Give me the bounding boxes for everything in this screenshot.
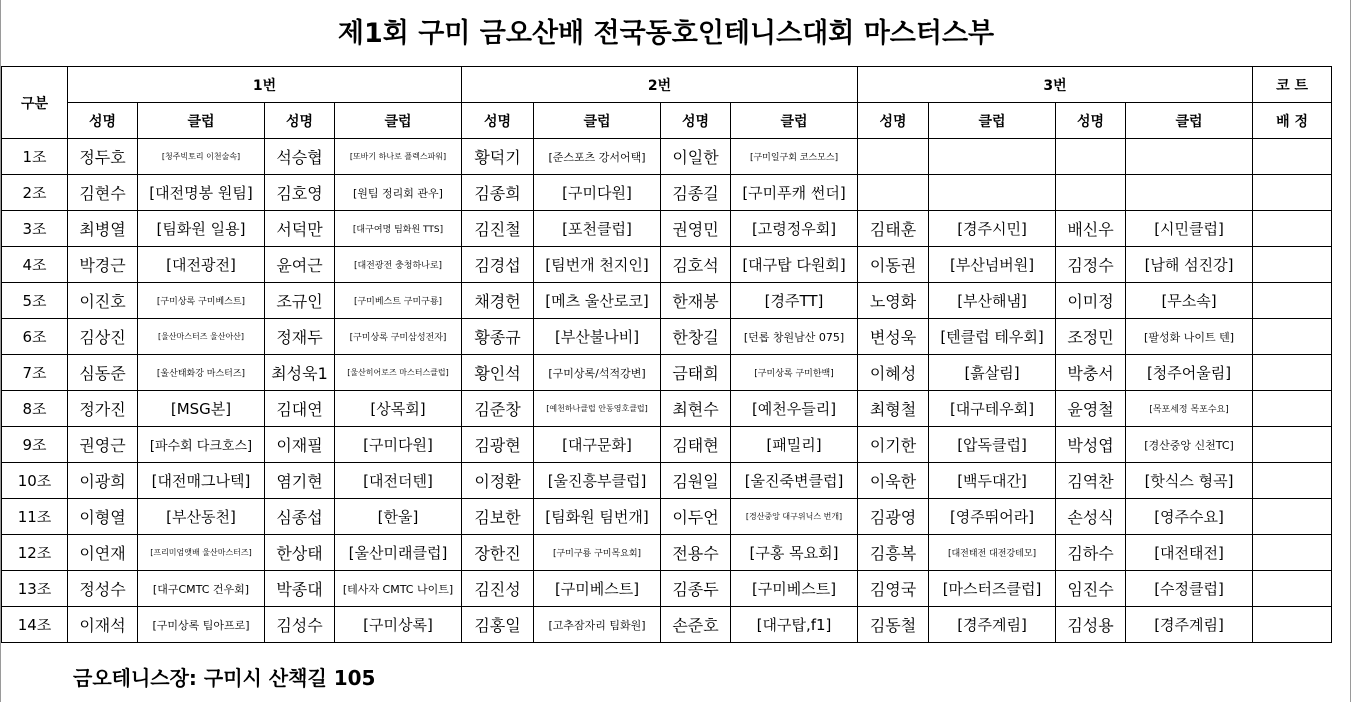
- table-row: [2, 607, 1332, 643]
- court-3-header: 3번: [858, 67, 1253, 103]
- table-row: [2, 319, 1332, 355]
- club-cell[interactable]: [구미베스트 구미구룡]: [335, 283, 462, 319]
- player-name-cell[interactable]: 이욱한: [858, 463, 929, 499]
- player-name-cell[interactable]: 박성엽: [1056, 427, 1126, 463]
- group-cell[interactable]: 11조: [2, 499, 68, 535]
- group-cell[interactable]: 5조: [2, 283, 68, 319]
- club-cell[interactable]: [또바기 하나로 플렉스파워]: [335, 139, 462, 175]
- player-name-cell[interactable]: 이일한: [661, 139, 731, 175]
- player-name-cell[interactable]: 전용수: [661, 535, 731, 571]
- club-cell[interactable]: [고추잠자리 팀화원]: [534, 607, 661, 643]
- player-name-cell[interactable]: 한창길: [661, 319, 731, 355]
- player-name-cell[interactable]: [858, 175, 929, 211]
- player-name-cell[interactable]: 김동철: [858, 607, 929, 643]
- court-assign-cell[interactable]: [1253, 319, 1332, 355]
- club-cell[interactable]: [테사자 CMTC 나이트]: [335, 571, 462, 607]
- player-name-cell[interactable]: 최형철: [858, 391, 929, 427]
- club-cell[interactable]: [흙살림]: [929, 355, 1056, 391]
- name-header: 성명: [1056, 103, 1126, 139]
- club-cell[interactable]: [경주시민]: [929, 211, 1056, 247]
- player-name-cell[interactable]: 김역찬: [1056, 463, 1126, 499]
- player-name-cell[interactable]: 김종두: [661, 571, 731, 607]
- table-row: [2, 247, 1332, 283]
- player-name-cell[interactable]: 최병열: [68, 211, 138, 247]
- club-cell[interactable]: [무소속]: [1126, 283, 1253, 319]
- club-cell[interactable]: [상목회]: [335, 391, 462, 427]
- player-name-cell[interactable]: 이광희: [68, 463, 138, 499]
- table-row: [2, 535, 1332, 571]
- player-name-cell[interactable]: 박종대: [265, 571, 335, 607]
- group-cell[interactable]: 3조: [2, 211, 68, 247]
- player-name-cell[interactable]: 김태훈: [858, 211, 929, 247]
- club-cell[interactable]: [1126, 175, 1253, 211]
- club-header: 클럽: [335, 103, 462, 139]
- player-name-cell[interactable]: 금태희: [661, 355, 731, 391]
- club-cell[interactable]: [MSG본]: [138, 391, 265, 427]
- player-name-cell[interactable]: 석승협: [265, 139, 335, 175]
- header-row-fields: [2, 103, 1332, 139]
- club-cell[interactable]: [핫식스 형곡]: [1126, 463, 1253, 499]
- club-cell[interactable]: [시민클럽]: [1126, 211, 1253, 247]
- player-name-cell[interactable]: 김원일: [661, 463, 731, 499]
- club-cell[interactable]: [경주계림]: [1126, 607, 1253, 643]
- player-name-cell[interactable]: 김흥복: [858, 535, 929, 571]
- venue-info: 금오테니스장: 구미시 산책길 105: [73, 666, 376, 690]
- table-row: [2, 463, 1332, 499]
- player-name-cell[interactable]: 김광현: [462, 427, 534, 463]
- court-assign-cell[interactable]: [1253, 607, 1332, 643]
- player-name-cell[interactable]: 이연재: [68, 535, 138, 571]
- club-cell[interactable]: [구미일구회 코스모스]: [731, 139, 858, 175]
- player-name-cell[interactable]: 노영화: [858, 283, 929, 319]
- player-name-cell[interactable]: 김상진: [68, 319, 138, 355]
- player-name-cell[interactable]: 염기현: [265, 463, 335, 499]
- club-cell[interactable]: [팀화원 팀번개]: [534, 499, 661, 535]
- club-cell[interactable]: [팀번개 천지인]: [534, 247, 661, 283]
- club-cell[interactable]: [경주TT]: [731, 283, 858, 319]
- player-name-cell[interactable]: 조규인: [265, 283, 335, 319]
- player-name-cell[interactable]: 한재봉: [661, 283, 731, 319]
- club-cell[interactable]: [남해 섬진강]: [1126, 247, 1253, 283]
- player-name-cell[interactable]: 윤영철: [1056, 391, 1126, 427]
- club-cell[interactable]: [구미상록 구미한백]: [731, 355, 858, 391]
- club-header: 클럽: [534, 103, 661, 139]
- club-cell[interactable]: [929, 175, 1056, 211]
- player-name-cell[interactable]: 한상태: [265, 535, 335, 571]
- player-name-cell[interactable]: 김하수: [1056, 535, 1126, 571]
- player-name-cell[interactable]: 김호석: [661, 247, 731, 283]
- player-name-cell[interactable]: 심동준: [68, 355, 138, 391]
- player-name-cell[interactable]: 김태현: [661, 427, 731, 463]
- group-cell[interactable]: 14조: [2, 607, 68, 643]
- player-name-cell[interactable]: 최성욱1: [265, 355, 335, 391]
- club-cell[interactable]: [대전태전]: [1126, 535, 1253, 571]
- club-cell[interactable]: [대구여명 팀화원 TTS]: [335, 211, 462, 247]
- bracket-table: [1, 66, 1332, 643]
- club-cell[interactable]: [수정클럽]: [1126, 571, 1253, 607]
- club-cell[interactable]: [청주빅토리 이천술속]: [138, 139, 265, 175]
- player-name-cell[interactable]: 이재필: [265, 427, 335, 463]
- club-cell[interactable]: [예천하나클럽 안동영호클럽]: [534, 391, 661, 427]
- player-name-cell[interactable]: 이기한: [858, 427, 929, 463]
- court-assign-cell[interactable]: [1253, 211, 1332, 247]
- club-cell[interactable]: [준스포츠 강서어택]: [534, 139, 661, 175]
- player-name-cell[interactable]: 김광영: [858, 499, 929, 535]
- name-header: 성명: [462, 103, 534, 139]
- club-cell[interactable]: [한울]: [335, 499, 462, 535]
- club-cell[interactable]: [울산마스터즈 울산아산]: [138, 319, 265, 355]
- club-cell[interactable]: [울산히어로즈 마스터스클럽]: [335, 355, 462, 391]
- player-name-cell[interactable]: 김준창: [462, 391, 534, 427]
- club-cell[interactable]: [구미다원]: [335, 427, 462, 463]
- player-name-cell[interactable]: 이미정: [1056, 283, 1126, 319]
- club-cell[interactable]: [구미다원]: [534, 175, 661, 211]
- court-assign-cell[interactable]: [1253, 139, 1332, 175]
- player-name-cell[interactable]: [1056, 175, 1126, 211]
- player-name-cell[interactable]: 김경섭: [462, 247, 534, 283]
- header-row-courts: [2, 67, 1332, 103]
- table-row: [2, 427, 1332, 463]
- player-name-cell[interactable]: 김현수: [68, 175, 138, 211]
- player-name-cell[interactable]: 채경헌: [462, 283, 534, 319]
- player-name-cell[interactable]: 황종규: [462, 319, 534, 355]
- club-cell[interactable]: [구홍 목요회]: [731, 535, 858, 571]
- court-assign-cell[interactable]: [1253, 247, 1332, 283]
- player-name-cell[interactable]: 박경근: [68, 247, 138, 283]
- club-cell[interactable]: [대전더텐]: [335, 463, 462, 499]
- player-name-cell[interactable]: 김성수: [265, 607, 335, 643]
- club-cell[interactable]: [대전광전 충청하나로]: [335, 247, 462, 283]
- player-name-cell[interactable]: 손준호: [661, 607, 731, 643]
- club-header: 클럽: [731, 103, 858, 139]
- group-cell[interactable]: 2조: [2, 175, 68, 211]
- table-row: [2, 355, 1332, 391]
- court-assign-header-bottom: 배 정: [1253, 103, 1332, 139]
- player-name-cell[interactable]: 김대연: [265, 391, 335, 427]
- club-cell[interactable]: [구미베스트]: [731, 571, 858, 607]
- player-name-cell[interactable]: [858, 139, 929, 175]
- club-cell[interactable]: [대구CMTC 건우회]: [138, 571, 265, 607]
- player-name-cell[interactable]: 이두언: [661, 499, 731, 535]
- club-cell[interactable]: [울진흥부클럽]: [534, 463, 661, 499]
- name-header: 성명: [858, 103, 929, 139]
- player-name-cell[interactable]: 권영민: [661, 211, 731, 247]
- club-cell[interactable]: [원팀 정리회 관우]: [335, 175, 462, 211]
- club-cell[interactable]: [고령정우회]: [731, 211, 858, 247]
- player-name-cell[interactable]: 윤여근: [265, 247, 335, 283]
- club-cell[interactable]: [던롭 창원남산 075]: [731, 319, 858, 355]
- court-assign-cell[interactable]: [1253, 355, 1332, 391]
- player-name-cell[interactable]: 권영근: [68, 427, 138, 463]
- club-cell[interactable]: [팀화원 일용]: [138, 211, 265, 247]
- player-name-cell[interactable]: 이동권: [858, 247, 929, 283]
- club-cell[interactable]: [대구탑 다원회]: [731, 247, 858, 283]
- player-name-cell[interactable]: 변성욱: [858, 319, 929, 355]
- court-assign-cell[interactable]: [1253, 499, 1332, 535]
- player-name-cell[interactable]: 이정환: [462, 463, 534, 499]
- club-cell[interactable]: [부산불나비]: [534, 319, 661, 355]
- player-name-cell[interactable]: 김영국: [858, 571, 929, 607]
- table-row: [2, 571, 1332, 607]
- club-cell[interactable]: [대전광전]: [138, 247, 265, 283]
- court-assign-cell[interactable]: [1253, 175, 1332, 211]
- club-cell[interactable]: [구미상록 구미삼성전자]: [335, 319, 462, 355]
- club-cell[interactable]: [울진죽변클럽]: [731, 463, 858, 499]
- court-1-header: 1번: [68, 67, 462, 103]
- player-name-cell[interactable]: 김종길: [661, 175, 731, 211]
- court-assign-cell[interactable]: [1253, 535, 1332, 571]
- player-name-cell[interactable]: 김진성: [462, 571, 534, 607]
- club-header: 클럽: [138, 103, 265, 139]
- club-cell[interactable]: [울산태화강 마스터즈]: [138, 355, 265, 391]
- club-cell[interactable]: [대구문화]: [534, 427, 661, 463]
- group-header: 구분: [2, 67, 68, 139]
- club-cell[interactable]: [마스터즈클럽]: [929, 571, 1056, 607]
- page-title: 제1회 구미 금오산배 전국동호인테니스대회 마스터스부: [337, 17, 995, 49]
- club-cell[interactable]: [경산중앙 신천TC]: [1126, 427, 1253, 463]
- club-cell[interactable]: [영주수요]: [1126, 499, 1253, 535]
- bracket-rows: [2, 139, 1332, 643]
- player-name-cell[interactable]: 이혜성: [858, 355, 929, 391]
- player-name-cell[interactable]: 김성용: [1056, 607, 1126, 643]
- club-cell[interactable]: [부산해냄]: [929, 283, 1056, 319]
- club-cell[interactable]: [파수회 다크호스]: [138, 427, 265, 463]
- player-name-cell[interactable]: 이형열: [68, 499, 138, 535]
- club-cell[interactable]: [백두대간]: [929, 463, 1056, 499]
- group-cell[interactable]: 1조: [2, 139, 68, 175]
- player-name-cell[interactable]: 배신우: [1056, 211, 1126, 247]
- player-name-cell[interactable]: 김보한: [462, 499, 534, 535]
- player-name-cell[interactable]: 김종희: [462, 175, 534, 211]
- player-name-cell[interactable]: 황인석: [462, 355, 534, 391]
- club-cell[interactable]: [경주계림]: [929, 607, 1056, 643]
- club-cell[interactable]: [청주어울림]: [1126, 355, 1253, 391]
- club-cell[interactable]: [목포세정 목포수요]: [1126, 391, 1253, 427]
- player-name-cell[interactable]: 김진철: [462, 211, 534, 247]
- club-cell[interactable]: [구미상록 팀아프로]: [138, 607, 265, 643]
- club-cell[interactable]: [패밀리]: [731, 427, 858, 463]
- club-cell[interactable]: [구미구룡 구미목요회]: [534, 535, 661, 571]
- player-name-cell[interactable]: 조정민: [1056, 319, 1126, 355]
- group-cell[interactable]: 9조: [2, 427, 68, 463]
- player-name-cell[interactable]: 이재석: [68, 607, 138, 643]
- court-assign-cell[interactable]: [1253, 571, 1332, 607]
- name-header: 성명: [265, 103, 335, 139]
- court-assign-cell[interactable]: [1253, 463, 1332, 499]
- player-name-cell[interactable]: 정성수: [68, 571, 138, 607]
- player-name-cell[interactable]: 정가진: [68, 391, 138, 427]
- player-name-cell[interactable]: 황덕기: [462, 139, 534, 175]
- player-name-cell[interactable]: 이진호: [68, 283, 138, 319]
- club-cell[interactable]: [1126, 139, 1253, 175]
- player-name-cell[interactable]: 박충서: [1056, 355, 1126, 391]
- table-row: [2, 499, 1332, 535]
- group-cell[interactable]: 13조: [2, 571, 68, 607]
- player-name-cell[interactable]: 임진수: [1056, 571, 1126, 607]
- group-cell[interactable]: 10조: [2, 463, 68, 499]
- club-cell[interactable]: [부산동천]: [138, 499, 265, 535]
- player-name-cell[interactable]: 손성식: [1056, 499, 1126, 535]
- club-cell[interactable]: [구미베스트]: [534, 571, 661, 607]
- player-name-cell[interactable]: 김정수: [1056, 247, 1126, 283]
- club-cell[interactable]: [대구테우회]: [929, 391, 1056, 427]
- player-name-cell[interactable]: 최현수: [661, 391, 731, 427]
- club-cell[interactable]: [대전태전 대전강테모]: [929, 535, 1056, 571]
- club-cell[interactable]: [구미상록]: [335, 607, 462, 643]
- club-cell[interactable]: [부산넘버원]: [929, 247, 1056, 283]
- group-cell[interactable]: 4조: [2, 247, 68, 283]
- club-cell[interactable]: [팔성화 나이트 텐]: [1126, 319, 1253, 355]
- club-cell[interactable]: [영주뛰어라]: [929, 499, 1056, 535]
- player-name-cell[interactable]: 김호영: [265, 175, 335, 211]
- table-row: [2, 391, 1332, 427]
- club-cell[interactable]: [대구탑,f1]: [731, 607, 858, 643]
- player-name-cell[interactable]: 김홍일: [462, 607, 534, 643]
- group-cell[interactable]: 7조: [2, 355, 68, 391]
- court-assign-cell[interactable]: [1253, 427, 1332, 463]
- player-name-cell[interactable]: [1056, 139, 1126, 175]
- court-assign-header-top: 코 트: [1253, 67, 1332, 103]
- player-name-cell[interactable]: 서덕만: [265, 211, 335, 247]
- court-assign-cell[interactable]: [1253, 283, 1332, 319]
- player-name-cell[interactable]: 정재두: [265, 319, 335, 355]
- club-cell[interactable]: [구미상록/석적강변]: [534, 355, 661, 391]
- name-header: 성명: [68, 103, 138, 139]
- club-cell[interactable]: [압독클럽]: [929, 427, 1056, 463]
- player-name-cell[interactable]: 심종섭: [265, 499, 335, 535]
- player-name-cell[interactable]: 정두호: [68, 139, 138, 175]
- club-cell[interactable]: [구미푸캐 썬더]: [731, 175, 858, 211]
- club-cell[interactable]: [예천우들리]: [731, 391, 858, 427]
- table-row: [2, 211, 1332, 247]
- table-row: [2, 175, 1332, 211]
- club-cell[interactable]: [대전명봉 원팀]: [138, 175, 265, 211]
- club-header: 클럽: [929, 103, 1056, 139]
- group-cell[interactable]: 6조: [2, 319, 68, 355]
- name-header: 성명: [661, 103, 731, 139]
- table-row: [2, 283, 1332, 319]
- club-header: 클럽: [1126, 103, 1253, 139]
- club-cell[interactable]: [포천클럽]: [534, 211, 661, 247]
- group-cell[interactable]: 8조: [2, 391, 68, 427]
- club-cell[interactable]: [경산중앙 대구위닉스 번개]: [731, 499, 858, 535]
- club-cell[interactable]: [텐클럽 테우회]: [929, 319, 1056, 355]
- club-cell[interactable]: [구미상록 구미베스트]: [138, 283, 265, 319]
- club-cell[interactable]: [울산미래클럽]: [335, 535, 462, 571]
- club-cell[interactable]: [대전매그나텍]: [138, 463, 265, 499]
- table-row: [2, 139, 1332, 175]
- court-2-header: 2번: [462, 67, 858, 103]
- club-cell[interactable]: [프리미엄앳배 울산마스터즈]: [138, 535, 265, 571]
- court-assign-cell[interactable]: [1253, 391, 1332, 427]
- group-cell[interactable]: 12조: [2, 535, 68, 571]
- club-cell[interactable]: [929, 139, 1056, 175]
- player-name-cell[interactable]: 장한진: [462, 535, 534, 571]
- club-cell[interactable]: [메츠 울산로코]: [534, 283, 661, 319]
